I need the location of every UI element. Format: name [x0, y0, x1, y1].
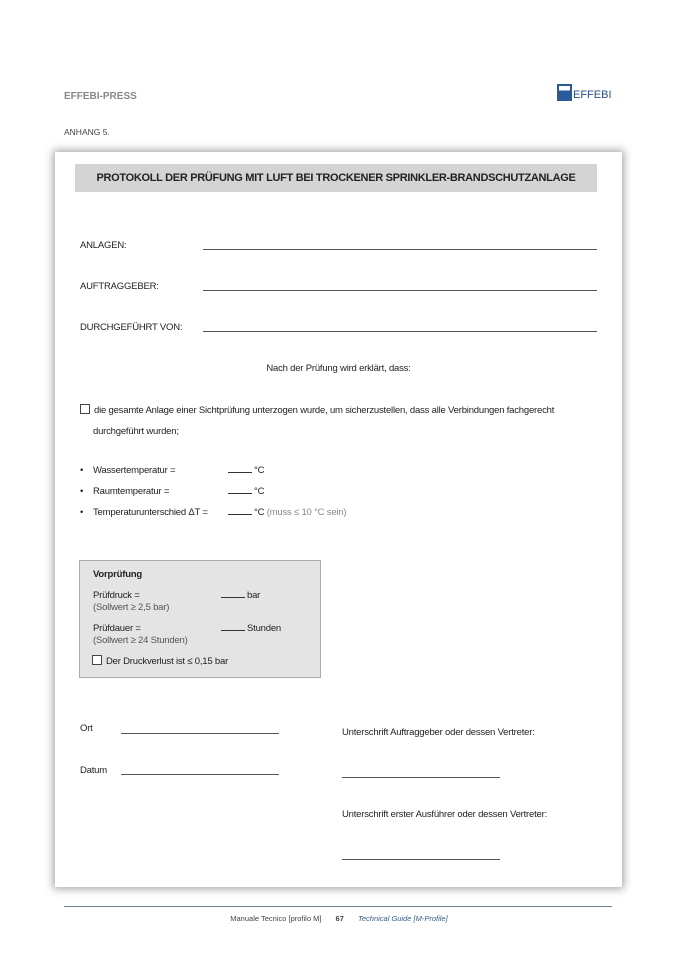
- pressure-loss-text: Der Druckverlust ist ≤ 0,15 bar: [106, 656, 229, 667]
- page-number: 67: [335, 914, 344, 923]
- duration-label: Prüfdauer =: [93, 623, 141, 634]
- visual-inspection-item: [80, 404, 554, 416]
- pressure-unit: bar: [247, 590, 261, 601]
- visual-inspection-text-cont: durchgeführt wurden;: [93, 426, 179, 437]
- room-temp-input[interactable]: [228, 486, 252, 494]
- executor-signature-label: Unterschrift erster Ausführer oder dessen Vertreter:: [342, 809, 548, 820]
- footer-rule: [64, 906, 612, 907]
- pretest-title: Vorprüfung: [93, 569, 143, 580]
- pressure-loss-checkbox[interactable]: [92, 655, 102, 665]
- place-line[interactable]: [121, 733, 279, 734]
- client-signature-label: Unterschrift Auftraggeber oder dessen Vertreter:: [342, 727, 535, 738]
- form-title: PROTOKOLL DER PRÜFUNG MIT LUFT BEI TROCKENER SPRINKLER-BRANDSCHUTZANLAGE: [96, 172, 576, 184]
- client-signature-line[interactable]: [342, 777, 500, 778]
- water-temp-input[interactable]: [228, 465, 252, 473]
- date-line[interactable]: [121, 774, 279, 775]
- footer: [0, 914, 678, 923]
- duration-unit: Stunden: [247, 623, 281, 634]
- duration-input[interactable]: [221, 623, 245, 631]
- field-label-durchgefuehrt: DURCHGEFÜHRT VON:: [80, 322, 183, 333]
- visual-inspection-checkbox[interactable]: [80, 404, 90, 414]
- footer-right: Technical Guide [M-Profile]: [357, 914, 448, 923]
- date-label: Datum: [80, 765, 107, 776]
- executor-signature-line[interactable]: [342, 859, 500, 860]
- pressure-label: Prüfdruck =: [93, 590, 140, 601]
- temp-diff-input[interactable]: [228, 507, 252, 515]
- appendix-label: ANHANG 5.: [64, 127, 110, 137]
- field-label-auftraggeber: AUFTRAGGEBER:: [80, 281, 159, 292]
- field-line-durchgefuehrt[interactable]: [203, 331, 597, 332]
- duration-note: (Sollwert ≥ 24 Stunden): [93, 635, 188, 646]
- form-card: PROTOKOLL DER PRÜFUNG MIT LUFT BEI TROCKENER SPRINKLER-BRANDSCHUTZANLAGE ANLAGEN: AUFTRAGGEBER: DURCHGEFÜHRT VON: Nach der Prüfung wird erklärt, dass: die gesamte Anlage einer Sichtprüfung unterzogen wurde, um sicherzustellen, dass alle Verbindungen fachgerecht durchgeführt wurden; • Wassertemperatur = °C • Raumtemperatur = °C • Temperaturunterschied ΔT = °C (muss ≤ 10 °C sein) Vorprüfung Prüfdruck = (Sollwert ≥ 2,5 bar) bar Prüfdauer = (Sollwert ≥ 24 Stunden) Stunden Der Druckverlust ist ≤ 0,15 bar Ort Datum Unterschrift Auftraggeber oder dessen Vertreter: Unterschrift erster Ausführer oder dessen Vertreter:: [55, 152, 622, 887]
- visual-inspection-text: die gesamte Anlage einer Sichtprüfung unterzogen wurde, um sicherzustellen, dass alle Verbindungen fachgerecht: [94, 405, 555, 416]
- place-label: Ort: [80, 723, 93, 734]
- pretest-box: [79, 560, 321, 678]
- field-label-anlagen: ANLAGEN:: [80, 240, 127, 251]
- pressure-input[interactable]: [221, 590, 245, 598]
- logo-mark-icon: [557, 84, 572, 101]
- declaration-text: Nach der Prüfung wird erklärt, dass:: [266, 363, 411, 374]
- footer-left: Manuale Tecnico [profilo M]: [230, 914, 322, 923]
- pressure-note: (Sollwert ≥ 2,5 bar): [93, 602, 170, 613]
- form-title-band: [75, 164, 597, 192]
- effebi-logo: [557, 83, 612, 101]
- logo-text: EFFEBI: [573, 89, 612, 101]
- brand-name: EFFEBI-PRESS: [64, 91, 137, 102]
- field-line-auftraggeber[interactable]: [203, 290, 597, 291]
- field-line-anlagen[interactable]: [203, 249, 597, 250]
